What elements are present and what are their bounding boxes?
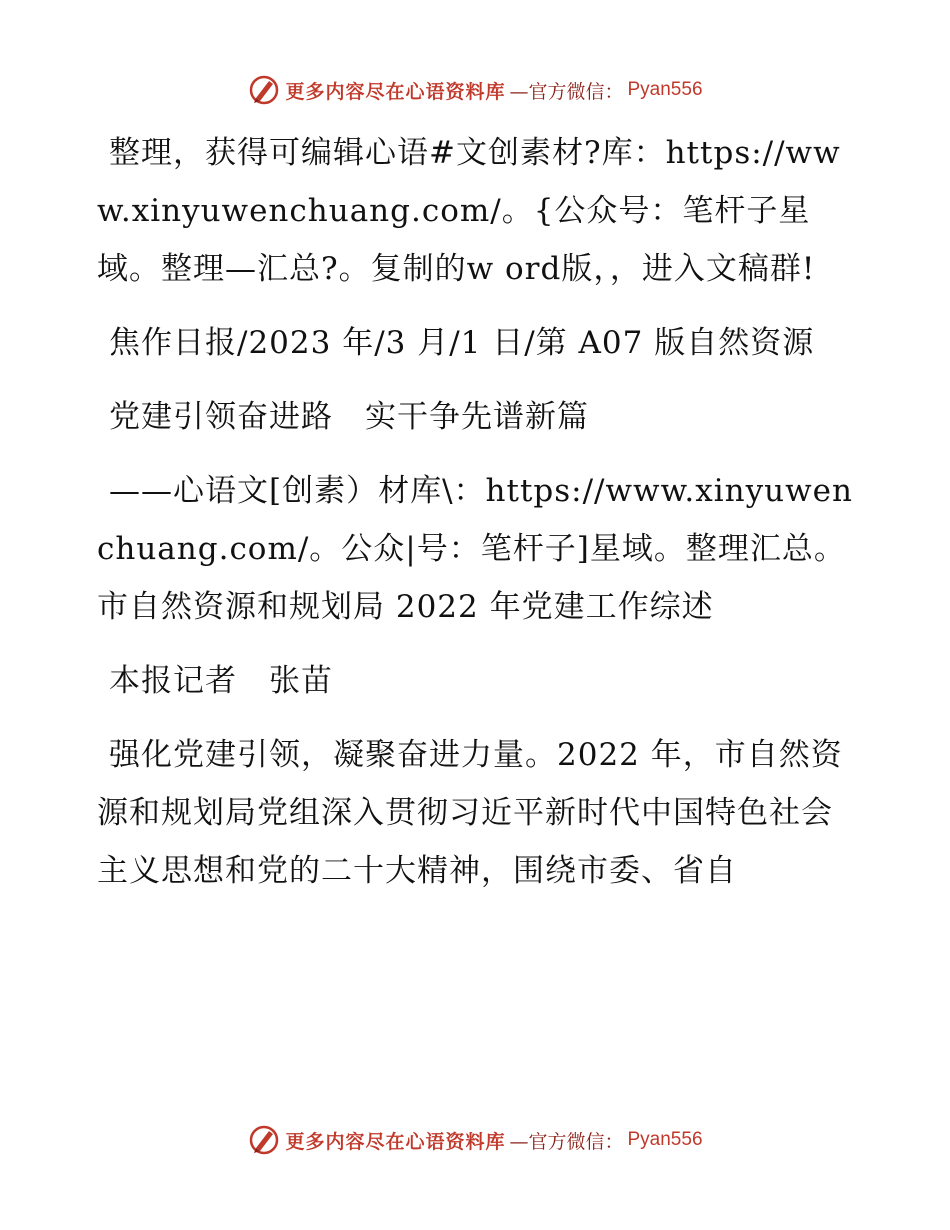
banner-main-text: 更多内容尽在心语资料库	[285, 80, 506, 103]
banner-wechat-id: Pyan556	[627, 79, 703, 100]
article-title: 党建引领奋进路 实干争先谱新篇	[109, 399, 589, 435]
banner-wechat-id: Pyan556	[627, 1129, 703, 1150]
banner-main-text: 更多内容尽在心语资料库	[285, 1130, 506, 1153]
article-body-paragraph: 强化党建引领，凝聚奋进力量。2022 年，市自然资源和规划局党组深入贯彻习近平新时代中国特色社会主义思想和党的二十大精神，围绕市委、省自	[97, 737, 843, 889]
pen-logo-icon	[247, 1123, 281, 1157]
banner-sub-text: —官方微信：	[509, 80, 624, 103]
document-body	[97, 124, 857, 916]
footer-watermark-banner	[0, 1120, 950, 1160]
header-watermark-banner	[0, 70, 950, 110]
article-subtitle: ——心语文[创素）材库\：https://www.xinyuwenchuang.com/。公众|号：笔杆子]星域。整理汇总。市自然资源和规划局 2022 年党建工作综述	[97, 473, 853, 625]
article-byline: 本报记者 张苗	[109, 663, 333, 699]
banner-sub-text: —官方微信：	[509, 1130, 624, 1153]
paragraph-intro-notice: 整理，获得可编辑心语#文创素材?库：https://www.xinyuwenchuang.com/。{公众号：笔杆子星域。整理—汇总?。复制的w ord版，，进入文稿群!	[97, 135, 841, 287]
paragraph-source-line: 焦作日报/2023 年/3 月/1 日/第 A07 版自然资源	[109, 325, 815, 361]
pen-logo-icon	[247, 73, 281, 107]
